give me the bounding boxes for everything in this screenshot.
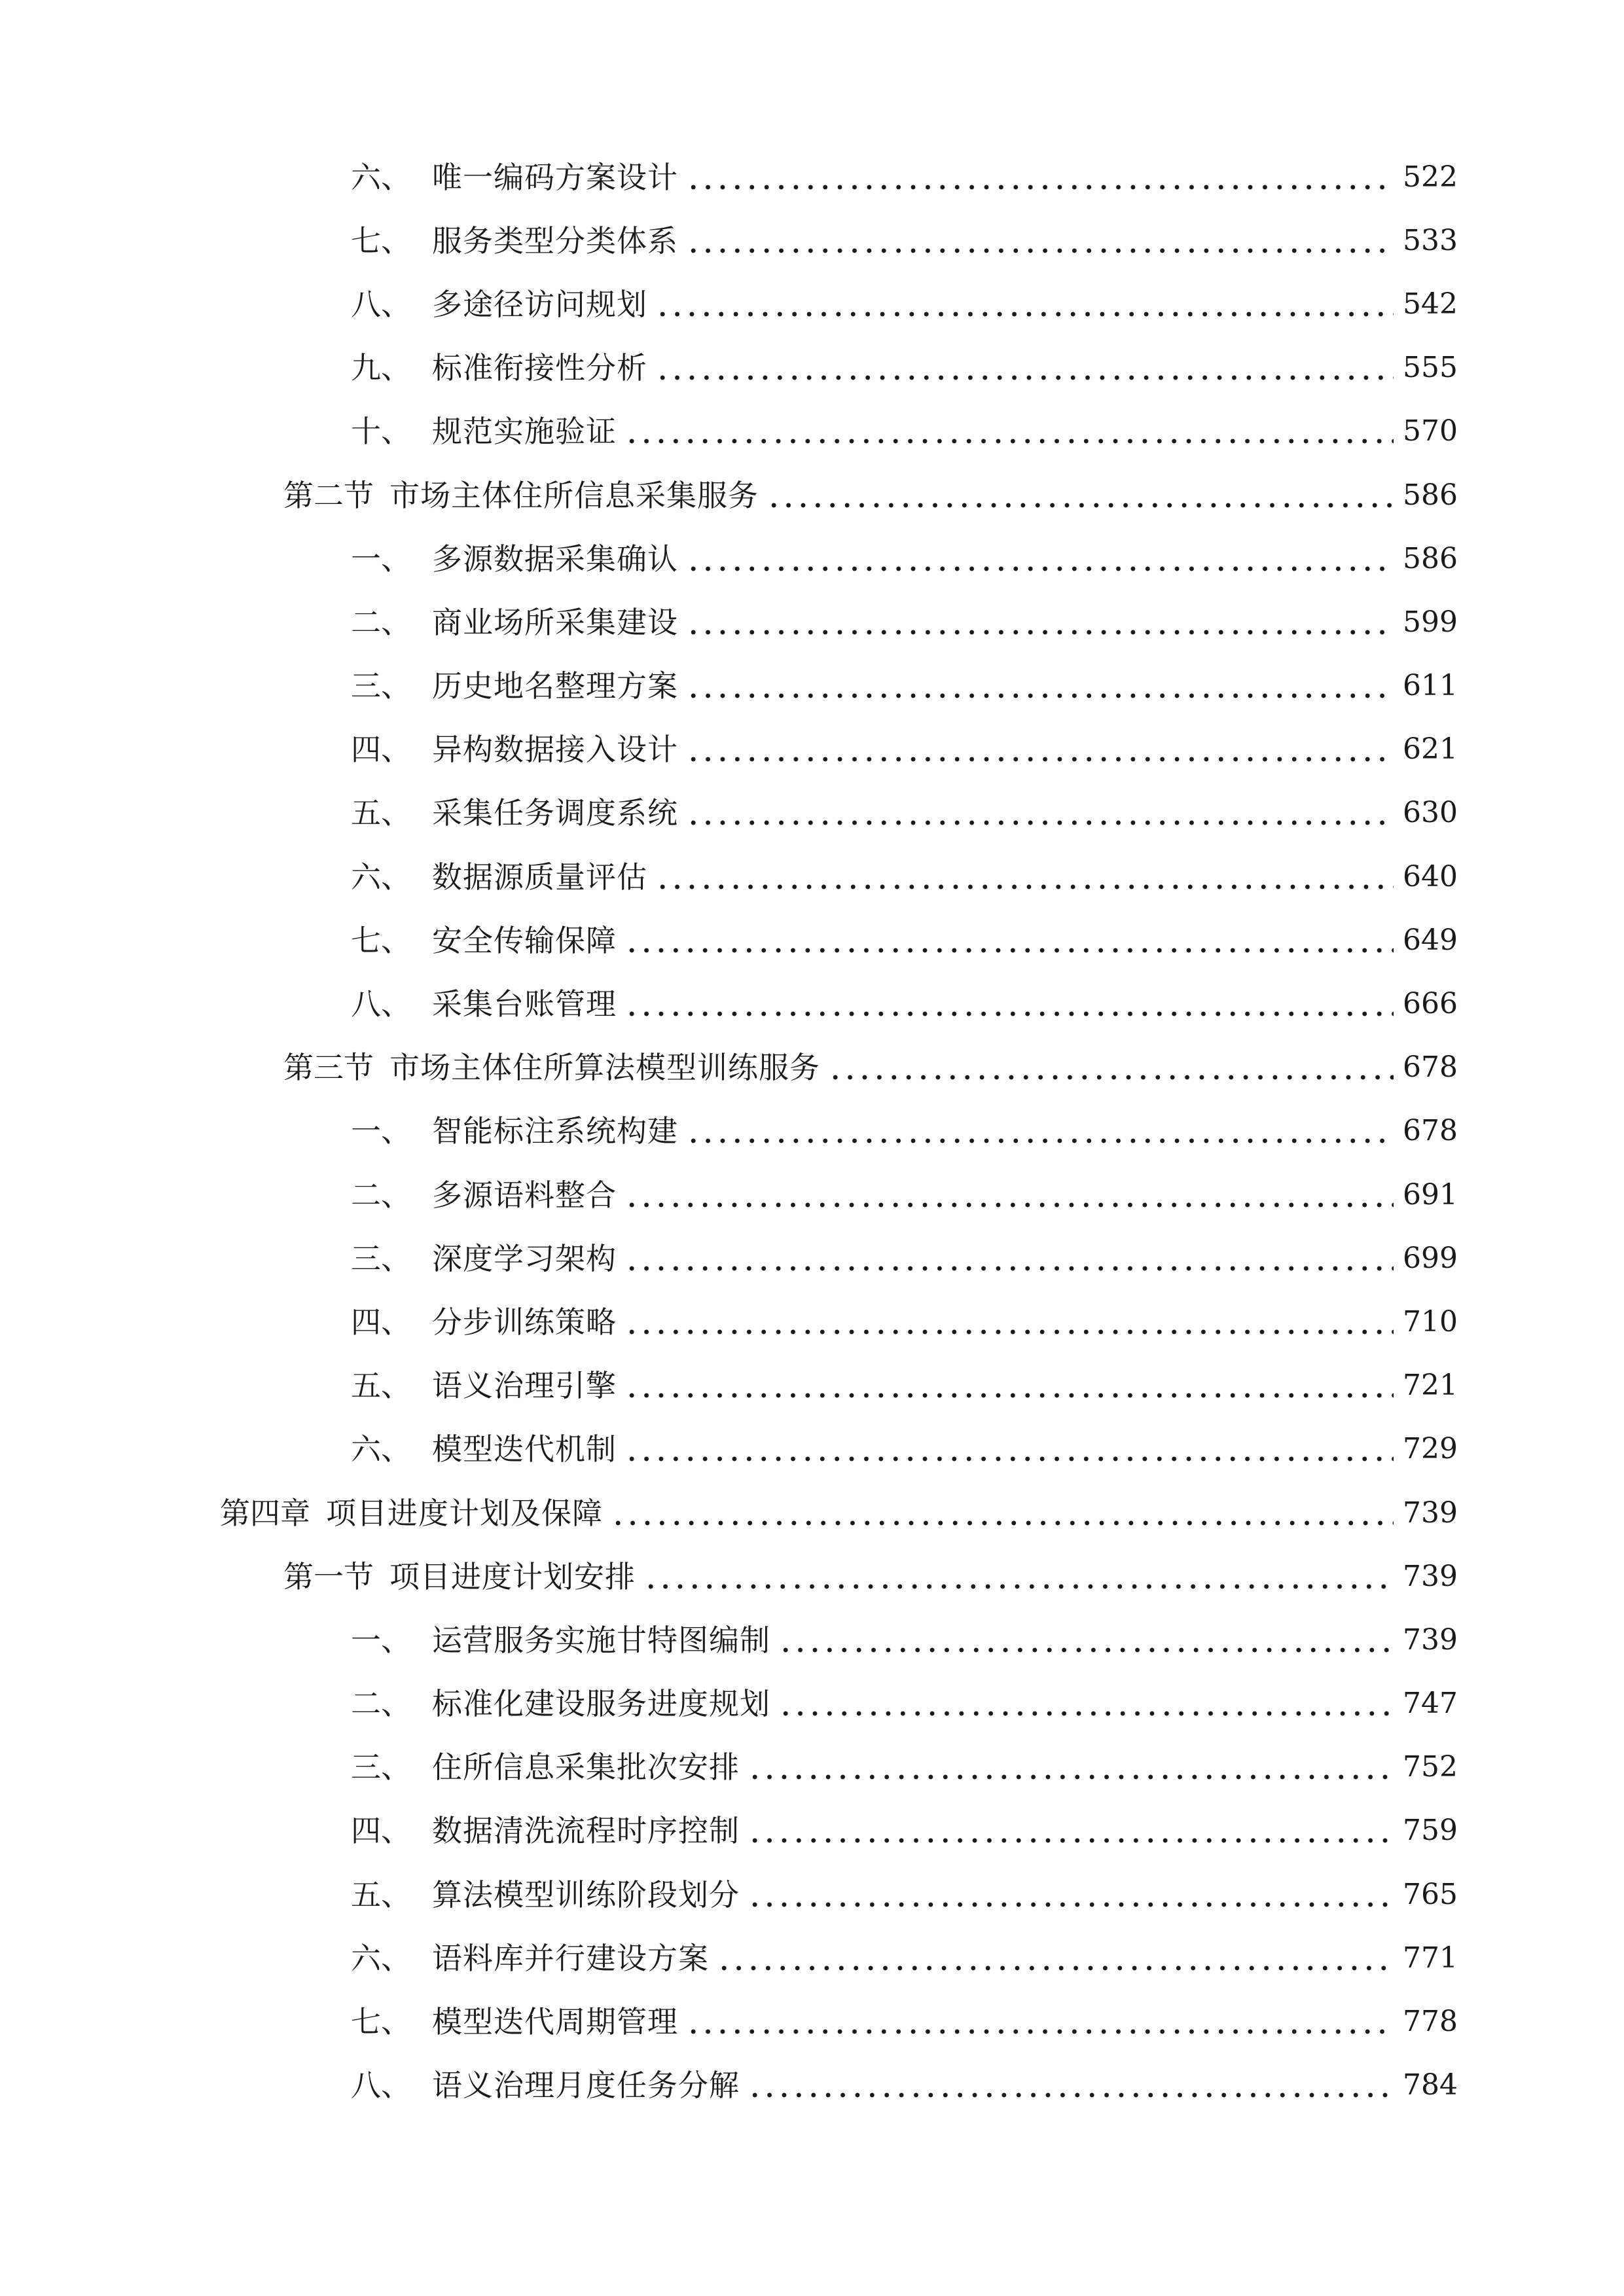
toc-page-number: 533 bbox=[1403, 223, 1458, 257]
toc-entry-title: 运营服务实施甘特图编制 bbox=[432, 1622, 770, 1658]
toc-item-entry[interactable] bbox=[0, 1736, 1624, 1799]
toc-item-entry[interactable] bbox=[0, 781, 1624, 845]
toc-entry-title: 标准衔接性分析 bbox=[432, 350, 647, 386]
toc-page-number: 691 bbox=[1403, 1177, 1458, 1211]
toc-item-entry[interactable] bbox=[0, 1990, 1624, 2053]
toc-entry-title: 市场主体住所信息采集服务 bbox=[389, 477, 759, 513]
toc-page-number: 649 bbox=[1403, 923, 1458, 957]
toc-entry-title: 数据源质量评估 bbox=[432, 859, 647, 895]
toc-chapter-entry[interactable] bbox=[0, 1481, 1624, 1545]
toc-item-entry[interactable] bbox=[0, 1227, 1624, 1290]
toc-label bbox=[351, 922, 617, 958]
toc-entry-number: 五、 bbox=[351, 795, 411, 831]
dot-leader bbox=[686, 1116, 1394, 1146]
toc-item-entry[interactable] bbox=[0, 272, 1624, 336]
toc-item-entry[interactable] bbox=[0, 1163, 1624, 1227]
toc-label bbox=[351, 1749, 740, 1785]
dot-leader bbox=[686, 162, 1394, 192]
toc-entry-number: 二、 bbox=[351, 1686, 411, 1722]
toc-label bbox=[283, 477, 759, 513]
toc-item-entry[interactable] bbox=[0, 1863, 1624, 1926]
toc-label bbox=[351, 1240, 617, 1276]
toc-item-entry[interactable] bbox=[0, 1926, 1624, 1990]
toc-entry-number: 三、 bbox=[351, 1240, 411, 1276]
toc-page-number: 747 bbox=[1403, 1687, 1458, 1721]
dot-leader bbox=[748, 1816, 1394, 1846]
toc-page-number: 765 bbox=[1403, 1877, 1458, 1911]
toc-entry-number: 四、 bbox=[351, 1304, 411, 1340]
toc-page-number: 778 bbox=[1403, 2005, 1458, 2039]
table-of-contents bbox=[0, 145, 1624, 2117]
toc-section-entry[interactable] bbox=[0, 1545, 1624, 1608]
dot-leader bbox=[624, 1244, 1394, 1274]
toc-label bbox=[351, 795, 678, 831]
toc-entry-number: 八、 bbox=[351, 2068, 411, 2104]
toc-label bbox=[351, 859, 647, 895]
toc-entry-number: 第三节 bbox=[283, 1050, 374, 1086]
dot-leader bbox=[655, 289, 1394, 319]
toc-entry-title: 项目进度计划及保障 bbox=[326, 1495, 603, 1531]
dot-leader bbox=[624, 989, 1394, 1019]
dot-leader bbox=[611, 1498, 1394, 1528]
dot-leader bbox=[686, 607, 1394, 637]
toc-label bbox=[351, 2004, 678, 2040]
toc-entry-number: 八、 bbox=[351, 286, 411, 322]
toc-entry-number: 一、 bbox=[351, 1622, 411, 1658]
dot-leader bbox=[717, 1943, 1394, 1973]
toc-entry-number: 六、 bbox=[351, 1940, 411, 1976]
toc-item-entry[interactable] bbox=[0, 1418, 1624, 1481]
toc-item-entry[interactable] bbox=[0, 1290, 1624, 1354]
toc-label bbox=[351, 1813, 740, 1849]
toc-item-entry[interactable] bbox=[0, 655, 1624, 718]
toc-page-number: 555 bbox=[1403, 351, 1458, 385]
toc-entry-title: 服务类型分类体系 bbox=[432, 223, 678, 259]
toc-page-number: 721 bbox=[1403, 1369, 1458, 1403]
dot-leader bbox=[655, 862, 1394, 892]
toc-entry-number: 七、 bbox=[351, 922, 411, 958]
toc-label bbox=[351, 1113, 678, 1149]
toc-item-entry[interactable] bbox=[0, 908, 1624, 972]
toc-label bbox=[220, 1495, 603, 1531]
toc-page-number: 599 bbox=[1403, 605, 1458, 639]
dot-leader bbox=[655, 353, 1394, 383]
toc-entry-number: 九、 bbox=[351, 350, 411, 386]
toc-page-number: 666 bbox=[1403, 987, 1458, 1021]
toc-label bbox=[351, 1431, 617, 1467]
toc-label bbox=[283, 1558, 636, 1594]
dot-leader bbox=[624, 1180, 1394, 1210]
toc-entry-number: 五、 bbox=[351, 1876, 411, 1912]
toc-page-number: 759 bbox=[1403, 1814, 1458, 1848]
toc-page-number: 699 bbox=[1403, 1241, 1458, 1275]
toc-item-entry[interactable] bbox=[0, 1672, 1624, 1736]
toc-item-entry[interactable] bbox=[0, 400, 1624, 463]
toc-entry-number: 六、 bbox=[351, 1431, 411, 1467]
toc-item-entry[interactable] bbox=[0, 2054, 1624, 2117]
toc-entry-number: 八、 bbox=[351, 986, 411, 1022]
toc-entry-number: 十、 bbox=[351, 414, 411, 450]
toc-entry-title: 模型迭代机制 bbox=[432, 1431, 617, 1467]
toc-entry-title: 算法模型训练阶段划分 bbox=[432, 1876, 740, 1912]
toc-page-number: 784 bbox=[1403, 2068, 1458, 2102]
toc-entry-title: 模型迭代周期管理 bbox=[432, 2004, 678, 2040]
toc-entry-title: 采集台账管理 bbox=[432, 986, 617, 1022]
toc-entry-title: 住所信息采集批次安排 bbox=[432, 1749, 740, 1785]
toc-entry-title: 多源数据采集确认 bbox=[432, 541, 678, 577]
toc-item-entry[interactable] bbox=[0, 145, 1624, 209]
toc-entry-number: 一、 bbox=[351, 541, 411, 577]
toc-entry-number: 六、 bbox=[351, 159, 411, 195]
dot-leader bbox=[624, 1434, 1394, 1464]
dot-leader bbox=[767, 480, 1394, 511]
toc-entry-title: 多源语料整合 bbox=[432, 1177, 617, 1213]
dot-leader bbox=[686, 2007, 1394, 2037]
toc-page-number: 630 bbox=[1403, 796, 1458, 830]
toc-page-number: 678 bbox=[1403, 1114, 1458, 1148]
toc-item-entry[interactable] bbox=[0, 336, 1624, 400]
toc-item-entry[interactable] bbox=[0, 972, 1624, 1035]
toc-page-number: 640 bbox=[1403, 859, 1458, 893]
toc-entry-title: 项目进度计划安排 bbox=[389, 1558, 636, 1594]
toc-entry-number: 四、 bbox=[351, 732, 411, 768]
toc-entry-title: 语料库并行建设方案 bbox=[432, 1940, 709, 1976]
toc-label bbox=[351, 604, 678, 640]
dot-leader bbox=[778, 1689, 1394, 1719]
toc-label bbox=[283, 1050, 820, 1086]
toc-label bbox=[351, 1622, 770, 1658]
toc-page-number: 586 bbox=[1403, 541, 1458, 575]
toc-page-number: 710 bbox=[1403, 1304, 1458, 1338]
toc-entry-title: 安全传输保障 bbox=[432, 922, 617, 958]
toc-entry-title: 标准化建设服务进度规划 bbox=[432, 1686, 770, 1722]
toc-entry-title: 分步训练策略 bbox=[432, 1304, 617, 1340]
toc-page-number: 570 bbox=[1403, 414, 1458, 448]
toc-section-entry[interactable] bbox=[0, 463, 1624, 527]
toc-page-number: 621 bbox=[1403, 732, 1458, 766]
toc-label bbox=[351, 223, 678, 259]
toc-entry-number: 二、 bbox=[351, 1177, 411, 1213]
toc-entry-number: 第一节 bbox=[283, 1558, 374, 1594]
toc-item-entry[interactable] bbox=[0, 209, 1624, 272]
toc-item-entry[interactable] bbox=[0, 1799, 1624, 1863]
toc-page-number: 739 bbox=[1403, 1496, 1458, 1530]
toc-entry-title: 商业场所采集建设 bbox=[432, 604, 678, 640]
dot-leader bbox=[643, 1562, 1394, 1592]
dot-leader bbox=[686, 226, 1394, 256]
toc-entry-title: 异构数据接入设计 bbox=[432, 732, 678, 768]
toc-label bbox=[351, 1940, 709, 1976]
dot-leader bbox=[686, 798, 1394, 828]
toc-entry-number: 三、 bbox=[351, 1749, 411, 1785]
toc-entry-title: 采集任务调度系统 bbox=[432, 795, 678, 831]
toc-item-entry[interactable] bbox=[0, 527, 1624, 590]
toc-entry-title: 市场主体住所算法模型训练服务 bbox=[389, 1050, 820, 1086]
toc-item-entry[interactable] bbox=[0, 590, 1624, 654]
dot-leader bbox=[778, 1625, 1394, 1655]
toc-entry-title: 多途径访问规划 bbox=[432, 286, 647, 322]
toc-entry-title: 深度学习架构 bbox=[432, 1240, 617, 1276]
toc-entry-number: 第二节 bbox=[283, 477, 374, 513]
toc-page-number: 729 bbox=[1403, 1432, 1458, 1466]
toc-entry-number: 七、 bbox=[351, 2004, 411, 2040]
toc-page-number: 771 bbox=[1403, 1941, 1458, 1975]
toc-label bbox=[351, 286, 647, 322]
toc-entry-number: 二、 bbox=[351, 604, 411, 640]
dot-leader bbox=[624, 1307, 1394, 1337]
toc-page-number: 586 bbox=[1403, 478, 1458, 512]
toc-section-entry[interactable] bbox=[0, 1036, 1624, 1100]
toc-entry-title: 数据清洗流程时序控制 bbox=[432, 1813, 740, 1849]
toc-entry-title: 历史地名整理方案 bbox=[432, 668, 678, 704]
toc-entry-title: 唯一编码方案设计 bbox=[432, 159, 678, 195]
toc-page-number: 739 bbox=[1403, 1623, 1458, 1657]
toc-item-entry[interactable] bbox=[0, 1608, 1624, 1672]
dot-leader bbox=[686, 544, 1394, 574]
toc-label bbox=[351, 350, 647, 386]
dot-leader bbox=[624, 925, 1394, 956]
toc-page-number: 752 bbox=[1403, 1750, 1458, 1784]
toc-label bbox=[351, 1177, 617, 1213]
dot-leader bbox=[624, 1371, 1394, 1401]
toc-entry-number: 第四章 bbox=[220, 1495, 310, 1531]
toc-page-number: 611 bbox=[1403, 669, 1458, 703]
toc-item-entry[interactable] bbox=[0, 718, 1624, 781]
dot-leader bbox=[624, 416, 1394, 446]
toc-page-number: 542 bbox=[1403, 287, 1458, 321]
toc-entry-title: 智能标注系统构建 bbox=[432, 1113, 678, 1149]
toc-page-number: 739 bbox=[1403, 1559, 1458, 1593]
toc-item-entry[interactable] bbox=[0, 1100, 1624, 1163]
dot-leader bbox=[748, 1880, 1394, 1910]
toc-entry-number: 一、 bbox=[351, 1113, 411, 1149]
toc-label bbox=[351, 2068, 740, 2104]
toc-page-number: 522 bbox=[1403, 160, 1458, 194]
toc-entry-number: 七、 bbox=[351, 223, 411, 259]
toc-label bbox=[351, 541, 678, 577]
toc-label bbox=[351, 414, 617, 450]
toc-label bbox=[351, 986, 617, 1022]
toc-entry-number: 四、 bbox=[351, 1813, 411, 1849]
toc-entry-title: 规范实施验证 bbox=[432, 414, 617, 450]
toc-label bbox=[351, 1686, 770, 1722]
toc-label bbox=[351, 1876, 740, 1912]
dot-leader bbox=[828, 1052, 1394, 1083]
dot-leader bbox=[748, 1752, 1394, 1782]
toc-entry-number: 六、 bbox=[351, 859, 411, 895]
toc-label bbox=[351, 159, 678, 195]
toc-entry-number: 五、 bbox=[351, 1368, 411, 1404]
toc-label bbox=[351, 1368, 617, 1404]
toc-item-entry[interactable] bbox=[0, 1354, 1624, 1418]
toc-entry-number: 三、 bbox=[351, 668, 411, 704]
toc-label bbox=[351, 1304, 617, 1340]
toc-label bbox=[351, 732, 678, 768]
toc-item-entry[interactable] bbox=[0, 845, 1624, 908]
toc-entry-title: 语义治理月度任务分解 bbox=[432, 2068, 740, 2104]
toc-page-number: 678 bbox=[1403, 1050, 1458, 1085]
toc-entry-title: 语义治理引擎 bbox=[432, 1368, 617, 1404]
toc-label bbox=[351, 668, 678, 704]
dot-leader bbox=[686, 734, 1394, 764]
dot-leader bbox=[748, 2070, 1394, 2100]
dot-leader bbox=[686, 671, 1394, 701]
